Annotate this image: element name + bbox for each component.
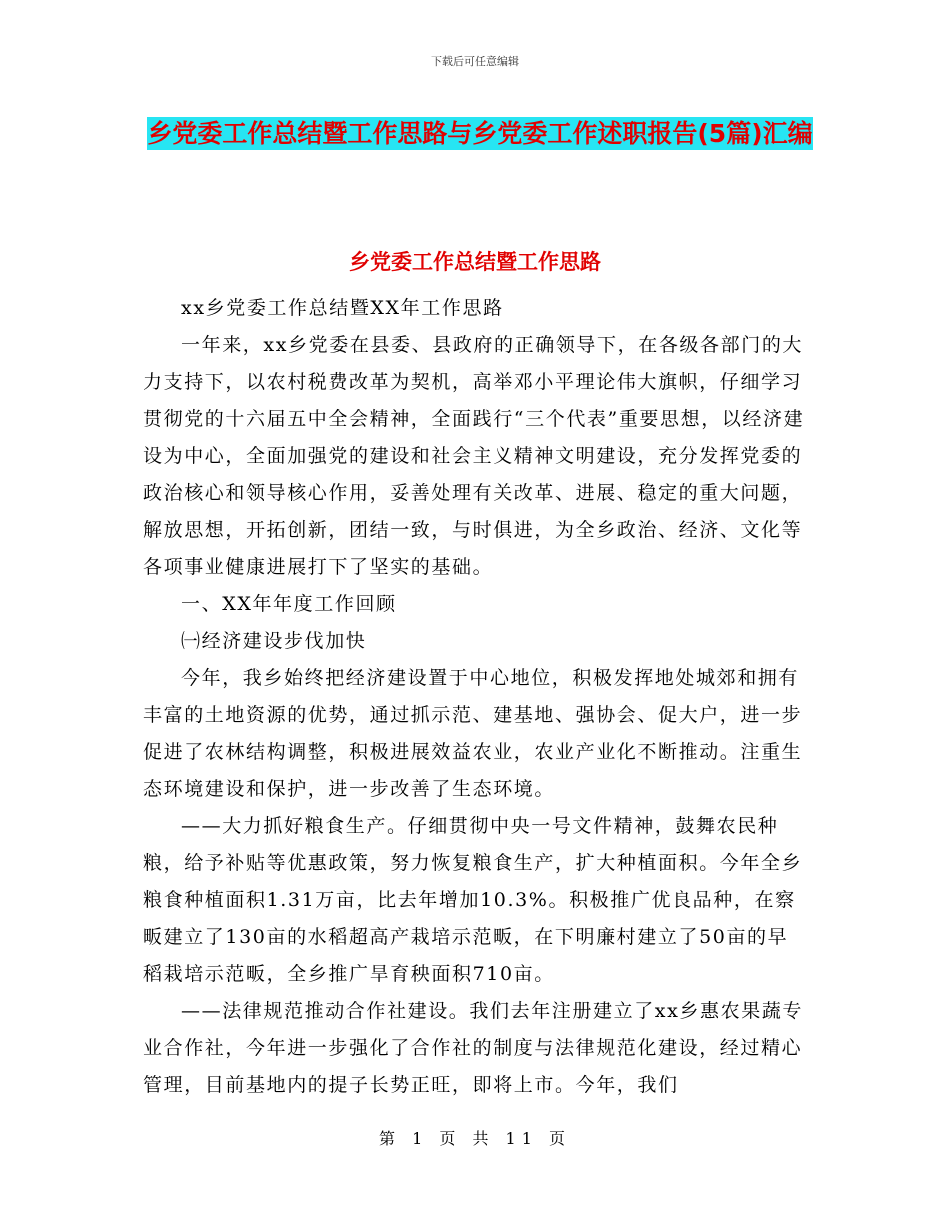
section-title: 乡党委工作总结暨工作思路 (349, 250, 601, 274)
header-note: 下载后可任意编辑 (431, 55, 519, 68)
document-title (140, 108, 820, 160)
paragraph: ——大力抓好粮食生产。仔细贯彻中央一号文件精神，鼓舞农民种粮，给予补贴等优惠政策，努力恢复粮食生产，扩大种植面积。今年全乡粮食种植面积1.31万亩，比去年增加10.3%。积极推广优良品种，在察畈建立了130亩的水稻超高产栽培示范畈，在下明廉村建立了50亩的早稻栽培示范畈，全乡推广旱育秧面积710亩。 (143, 815, 803, 985)
document-title-text: 乡党委工作总结暨工作思路与乡党委工作述职报告(5篇)汇编 (147, 119, 813, 148)
page-footer: 第 1 页 共 11 页 (379, 1129, 571, 1148)
subsection-heading: ㈠经济建设步伐加快 (181, 630, 367, 652)
document-body (143, 290, 808, 1104)
paragraph: ——法律规范推动合作社建设。我们去年注册建立了xx乡惠农果蔬专业合作社，今年进一步强化了合作社的制度与法律规范化建设，经过精心管理，目前基地内的提子长势正旺，即将上市。今年，我们 (143, 1000, 804, 1096)
subtitle-line: xx乡党委工作总结暨XX年工作思路 (181, 297, 504, 319)
paragraph: 一年来，xx乡党委在县委、县政府的正确领导下，在各级各部门的大力支持下，以农村税费改革为契机，高举邓小平理论伟大旗帜，仔细学习贯彻党的十六届五中全会精神，全面践行“三个代表”重要思想，以经济建设为中心，全面加强党的建设和社会主义精神文明建设，充分发挥党委的政治核心和领导核心作用，妥善处理有关改革、进展、稳定的重大问题，解放思想，开拓创新，团结一致，与时俱进，为全乡政治、经济、文化等各项事业健康进展打下了坚实的基础。 (143, 334, 805, 578)
section-heading: 一、XX年年度工作回顾 (181, 593, 397, 615)
paragraph: 今年，我乡始终把经济建设置于中心地位，积极发挥地处城郊和拥有丰富的土地资源的优势，通过抓示范、建基地、强协会、促大户，进一步促进了农林结构调整，积极进展效益农业，农业产业化不断推动。注重生态环境建设和保护，进一步改善了生态环境。 (143, 667, 803, 800)
